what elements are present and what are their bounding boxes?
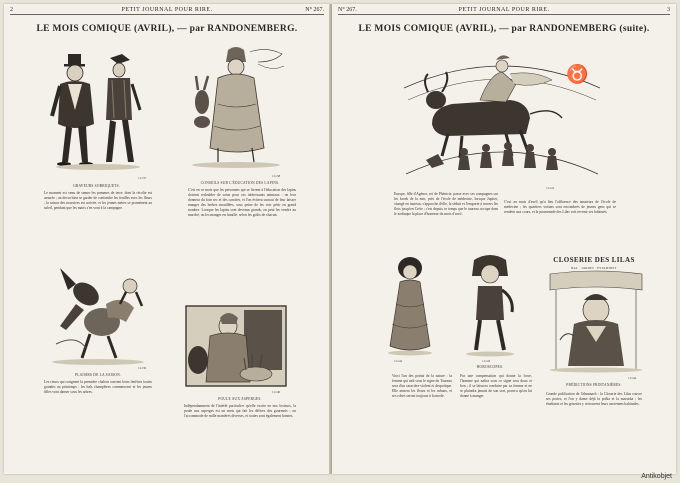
left-issue-number: N° 267. [305, 7, 324, 13]
right-page [332, 4, 676, 474]
watermark: Antikobjet [641, 473, 672, 480]
right-issue-number: N° 267. [338, 7, 357, 13]
left-page-title: LE MOIS COMIQUE (AVRIL), — par RANDONEMBERG. [36, 24, 298, 34]
caption-bottom-right: POULE AUX ASPERGES. [218, 397, 262, 401]
illustration-closerie-lilas [546, 270, 646, 374]
caption-top-right: CONSEILS SUR L'ÉDUCATION DES LAPINS. [200, 181, 280, 185]
figure-number-bottom-left: 11139 [138, 366, 147, 370]
figure-number-top: 11141 [546, 186, 555, 190]
illustration-man-horoscope [462, 254, 518, 358]
illustration-season-pleasures [46, 264, 150, 366]
figure-number-top-left: 11137 [138, 176, 147, 180]
taurus-zodiac-symbol: ♉ [566, 64, 589, 84]
illustration-rabbit-education [188, 44, 288, 170]
caption-top-left: GRAVEURS SOBRIQUETS. [73, 184, 120, 188]
caption-spring-predictions: PRÉDICTIONS PRINTANIÈRES. [566, 383, 622, 387]
text-taurus-man: Par une compensation qui donne la force, l'homme qui naîtra sous ce signe sera doux et bon ; il se laissera conduire par sa femme et ne se plaindra jamais de son sort, pourvu qu'on lui donne à manger. [460, 374, 532, 398]
left-page [4, 4, 330, 474]
text-top-left: Le moment est venu de semer les pommes de terre, dont la récolte est assurée ; on devra bien se garder de confondre les feuilles avec les fleurs ; la saison des nourrices est arrivée, et les jeunes mères se promènent au soleil, pendant que les maris s'en vont à la campagne. [44, 191, 152, 210]
figure-number-top-right: 11138 [272, 174, 281, 178]
illustration-hen-asparagus [184, 304, 288, 388]
figure-number-right: 11144 [628, 376, 637, 380]
text-bottom-left: Les rieurs qui craignent la première chaleur ouvrent leurs fenêtres toutes grandes au printemps ; les bals champêtres commencent et les jeunes filles vont danser sous les arbres. [44, 380, 152, 394]
text-europa: Europe, fille d'Agénor, roi de Phénicie, passe avec ses compagnes sur les bords de la mer, près de l'école de médecine, lorsque Jupiter, changé en taureau, s'approche d'elle, la séduit et l'emporte à travers les flots jusqu'en Crète ; c'est depuis ce temps que le taureau occupe dans le zodiaque la place d'honneur du mois d'avril. [394, 192, 498, 216]
right-page-number: 3 [667, 7, 670, 13]
left-journal-name: PETIT JOURNAL POUR RIRE. [121, 7, 213, 13]
text-bottom-right: Indépendamment de l'intérêt particulier qu'elle excite en nos lecteurs, la poule aux asperges est un mets qui fait les délices des gourmets ; on l'accommode de mille manières diverses, et toutes sont également bonnes. [184, 404, 296, 418]
caption-bottom-left: PLAISIRS DE LA SAISON. [75, 373, 121, 377]
illustration-woman-taurus [386, 254, 434, 358]
text-top-right: C'est en ce mois que les personnes qui se livrent à l'éducation des lapins doivent redoubler de soins pour ces intéressants animaux ; on leur donnera du foin sec et des carottes, et l'on évitera surtout de leur laisser manger des herbes mouillées, sous peine de les voir périr en grand nombre. Lorsque les lapins sont devenus grands, on peut les vendre au marché, ou les manger en famille, selon les goûts de chacun. [188, 188, 296, 217]
caption-horoscopes: HOROSCOPES. [476, 365, 504, 369]
left-running-head [10, 6, 324, 15]
figure-number-middle-center: 11143 [482, 359, 491, 363]
left-page-number: 2 [10, 7, 13, 13]
text-closerie: Grande publication de l'almanach : la Closerie des Lilas rouvre ses portes, et l'on y danse déjà la polka et la mazurka ; les étudiants et les grisettes y retrouvent leurs anciennes habitudes. [546, 392, 642, 406]
text-taurus-woman: Voici l'un des points de la nature : la femme qui naît sous le signe du Taureau sera d'un caractère violent et despotique. Elle aimera les fleurs et les rubans, et ses robes seront toujours à la mode. [392, 374, 452, 398]
right-page-title: LE MOIS COMIQUE (AVRIL), — par RANDONEMBERG (suite). [358, 24, 650, 34]
text-school-medicine: C'est au mois d'avril qu'a lieu l'affluence des amateurs de l'école de médecine ; les quartiers voisins sont encombrés de jeunes gens qui se rendent aux cours, et la promenade des Lilas voit revenir ses habitués. [504, 200, 616, 214]
closerie-sign-title: CLOSERIE DES LILAS [553, 256, 635, 264]
figure-number-middle-left: 11142 [394, 359, 403, 363]
illustration-two-men [48, 50, 148, 174]
closerie-sign-subtitle: BAL · JARDIN · ESTAMINET [571, 266, 617, 270]
right-journal-name: PETIT JOURNAL POUR RIRE. [458, 7, 550, 13]
figure-number-bottom-right: 11140 [272, 390, 281, 394]
right-running-head [338, 6, 670, 15]
